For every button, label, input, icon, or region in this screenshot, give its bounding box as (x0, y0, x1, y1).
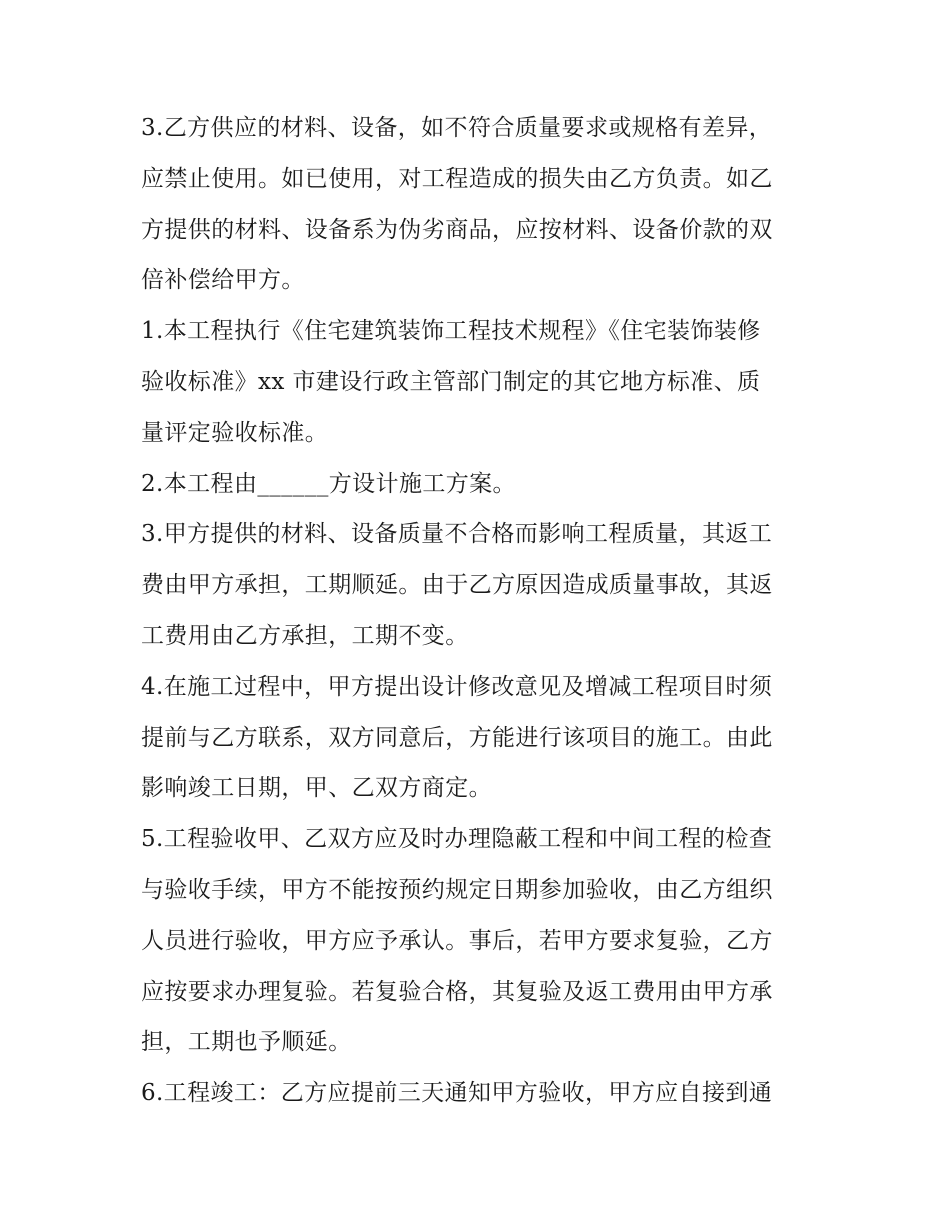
text-line: 1.本工程执行《住宅建筑装饰工程技术规程》《住宅装饰装修 (141, 318, 761, 345)
text-line: 工费用由乙方承担，工期不变。 (141, 622, 469, 649)
text-line: 4.在施工过程中，甲方提出设计修改意见及增减工程项目时须 (141, 673, 773, 700)
text-line: 担，工期也予顺延。 (141, 1029, 352, 1056)
text-line: 2.本工程由______方设计施工方案。 (141, 470, 516, 497)
text-line: 6.工程竣工：乙方应提前三天通知甲方验收，甲方应自接到通 (141, 1080, 773, 1107)
text-line: 倍补偿给甲方。 (141, 267, 305, 294)
text-line: 人员进行验收，甲方应予承认。事后，若甲方要求复验，乙方 (141, 927, 773, 954)
text-line: 3.乙方供应的材料、设备，如不符合质量要求或规格有差异， (141, 115, 773, 141)
text-line: 应禁止使用。如已使用，对工程造成的损失由乙方负责。如乙 (141, 165, 773, 192)
text-line: 5.工程验收甲、乙双方应及时办理隐蔽工程和中间工程的检查 (141, 826, 773, 853)
text-line: 费由甲方承担，工期顺延。由于乙方原因造成质量事故，其返 (141, 572, 773, 599)
document-body (141, 103, 821, 1119)
text-line: 方提供的材料、设备系为伪劣商品，应按材料、设备价款的双 (141, 216, 773, 243)
text-line: 影响竣工日期，甲、乙双方商定。 (141, 775, 492, 802)
text-line: 与验收手续，甲方不能按预约规定日期参加验收，由乙方组织 (141, 876, 773, 903)
text-line: 3.甲方提供的材料、设备质量不合格而影响工程质量，其返工 (141, 521, 773, 548)
text-line: 提前与乙方联系，双方同意后，方能进行该项目的施工。由此 (141, 724, 773, 751)
text-line: 量评定验收标准。 (141, 419, 329, 446)
text-line: 验收标准》xx 市建设行政主管部门制定的其它地方标准、质 (141, 368, 761, 395)
text-line: 应按要求办理复验。若复验合格，其复验及返工费用由甲方承 (141, 978, 773, 1005)
